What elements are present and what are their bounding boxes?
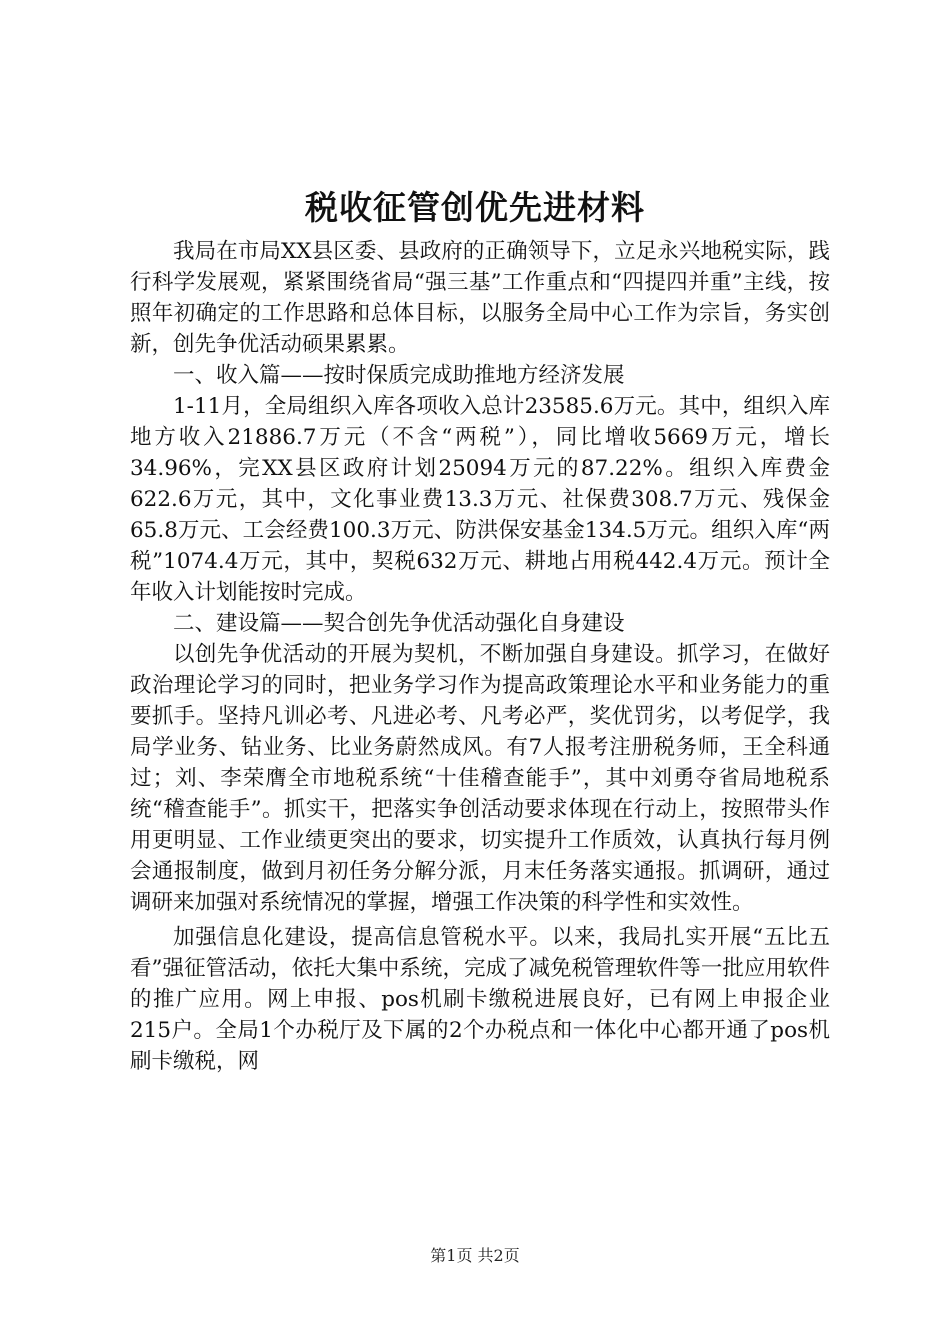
document-body bbox=[130, 236, 830, 1077]
paragraph-construction: 以创先争优活动的开展为契机，不断加强自身建设。抓学习，在做好政治理论学习的同时，把业务学习作为提高政策理论水平和业务能力的重要抓手。坚持凡训必考、凡进必考、凡考必严，奖优罚劣，以考促学，我局学业务、钻业务、比业务蔚然成风。有7人报考注册税务师，王全科通过；刘、李荣膺全市地税系统“十佳稽查能手”，其中刘勇夺省局地税系统“稽查能手”。抓实干，把落实争创活动要求体现在行动上，按照带头作用更明显、工作业绩更突出的要求，切实提升工作质效，认真执行每月例会通报制度，做到月初任务分解分派，月末任务落实通报。抓调研，通过调研来加强对系统情况的掌握，增强工作决策的科学性和实效性。 bbox=[130, 642, 830, 915]
paragraph-intro: 我局在市局XX县区委、县政府的正确领导下，立足永兴地税实际，践行科学发展观，紧紧围绕省局“强三基”工作重点和“四提四并重”主线，按照年初确定的工作思路和总体目标，以服务全局中心工作为宗旨，务实创新，创先争优活动硕果累累。 bbox=[130, 239, 830, 357]
section-heading-construction: 二、建设篇——契合创先争优活动强化自身建设 bbox=[173, 611, 625, 636]
document-title: 税收征管创优先进材料 bbox=[305, 188, 645, 227]
paragraph-informatization: 加强信息化建设，提高信息管税水平。以来，我局扎实开展“五比五看”强征管活动，依托大集中系统，完成了减免税管理软件等一批应用软件的推广应用。网上申报、pos机刷卡缴税进展良好，已有网上申报企业215户。全局1个办税厅及下属的2个办税点和一体化中心都开通了pos机刷卡缴税，网 bbox=[130, 925, 830, 1074]
paragraph-revenue: 1-11月，全局组织入库各项收入总计23585.6万元。其中，组织入库地方收入21886.7万元（不含“两税”），同比增收5669万元，增长34.96%，完XX县区政府计划25094万元的87.22%。组织入库费金622.6万元，其中，文化事业费13.3万元、社保费308.7万元、残保金65.8万元、工会经费100.3万元、防洪保安基金134.5万元。组织入库“两税”1074.4万元，其中，契税632万元、耕地占用税442.4万元。预计全年收入计划能按时完成。 bbox=[130, 394, 830, 605]
section-heading-revenue: 一、收入篇——按时保质完成助推地方经济发展 bbox=[173, 363, 625, 388]
page-number-footer: 第1页 共2页 bbox=[430, 1246, 520, 1265]
